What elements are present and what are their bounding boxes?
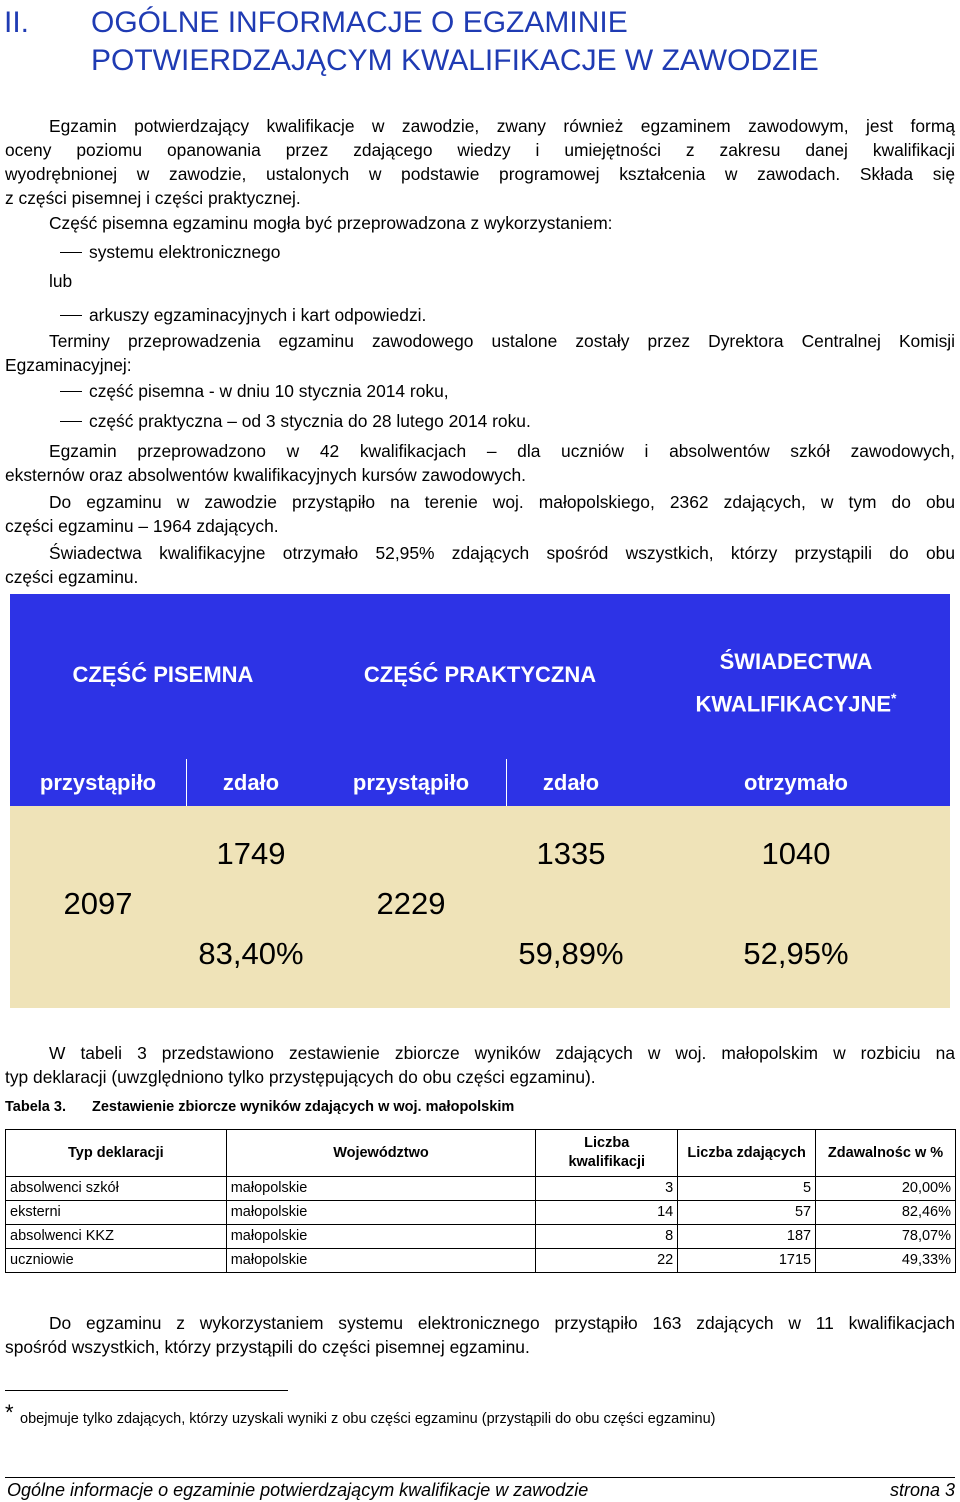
- terms-item-1: część pisemna - w dniu 10 stycznia 2014 roku,: [89, 381, 449, 401]
- written-part-item-2: arkuszy egzaminacyjnych i kart odpowiedzi.: [89, 305, 427, 325]
- certificates-title-line-1: ŚWIADECTWA: [719, 649, 873, 674]
- certificates-line-1: Świadectwa kwalifikacyjne otrzymało 52,95% zdających spośród wszystkich, którzy przystąpili do obu: [49, 543, 955, 563]
- table-caption-title: Zestawienie zbiorcze wyników zdających w woj. małopolskim: [92, 1099, 515, 1115]
- cell-candidates: 5: [678, 1177, 816, 1201]
- cell-pass-rate: 49,33%: [816, 1249, 956, 1273]
- cell-qualifications: 14: [536, 1201, 678, 1225]
- written-part-lead: Część pisemna egzaminu mogła być przeprowadzona z wykorzystaniem:: [49, 213, 613, 233]
- footer-title: Ogólne informacje o egzaminie potwierdzającym kwalifikacje w zawodzie: [7, 1480, 589, 1500]
- candidates-line-1: Do egzaminu w zawodzie przystąpiło na terenie woj. małopolskiego, 2362 zdających, w tym do obu: [49, 492, 955, 512]
- written-pass-rate: 83,40%: [198, 936, 304, 971]
- cell-declaration-type: absolwenci szkół: [6, 1177, 227, 1201]
- cell-pass-rate: 78,07%: [816, 1225, 956, 1249]
- certificates-title-line-2: [642, 680, 950, 722]
- page-number: strona 3: [889, 1480, 955, 1500]
- written-took-label: przystąpiło: [39, 770, 157, 795]
- certificates-rate: 52,95%: [743, 936, 849, 971]
- intro-line-4: z części pisemnej i części praktycznej.: [5, 188, 301, 208]
- terms-line-2: Egzaminacyjnej:: [5, 355, 132, 375]
- cell-pass-rate: 20,00%: [816, 1177, 956, 1201]
- terms-line-1: Terminy przeprowadzenia egzaminu zawodowego ustalone zostały przez Dyrektora Centralnej Komisji: [49, 331, 955, 351]
- terms-paragraph: [5, 329, 955, 377]
- practical-took-value: 2229: [376, 886, 446, 921]
- footnote-text: obejmuje tylko zdających, którzy uzyskali wyniki z obu części egzaminu (przystąpili do obu części egzaminu): [20, 1411, 716, 1427]
- header-voivodeship: Województwo: [226, 1130, 536, 1177]
- written-took-value: 2097: [63, 886, 133, 921]
- header-candidates-count: Liczba zdających: [678, 1130, 816, 1177]
- list-dash: [60, 391, 82, 392]
- list-dash: [60, 315, 82, 316]
- chapter-number: II.: [4, 6, 30, 39]
- certificates-paragraph: [5, 541, 955, 589]
- footnote-marker: *: [891, 690, 897, 706]
- cell-declaration-type: uczniowie: [6, 1249, 227, 1273]
- written-part-or: lub: [49, 271, 73, 291]
- cell-voivodeship: małopolskie: [226, 1225, 536, 1249]
- intro-paragraph: [5, 114, 955, 210]
- chapter-title-line-2: POTWIERDZAJĄCYM KWALIFIKACJE W ZAWODZIE: [91, 44, 819, 77]
- chapter-title-line-1: OGÓLNE INFORMACJE O EGZAMINIE: [91, 6, 628, 39]
- cell-candidates: 187: [678, 1225, 816, 1249]
- table-caption-label: Tabela 3.: [5, 1099, 66, 1115]
- qualifications-line-2: eksternów oraz absolwentów kwalifikacyjnych kursów zawodowych.: [5, 465, 526, 485]
- summary-panel: [10, 594, 950, 1008]
- footnote-mark: *: [5, 1400, 14, 1425]
- written-passed-value: 1749: [216, 836, 286, 871]
- cell-voivodeship: małopolskie: [226, 1177, 536, 1201]
- electronic-system-paragraph: [5, 1311, 955, 1359]
- table-row: [6, 1201, 956, 1225]
- cell-qualifications: 3: [536, 1177, 678, 1201]
- cell-qualifications: 22: [536, 1249, 678, 1273]
- certificates-title-word: KWALIFIKACYJNE: [695, 691, 892, 717]
- table-row: [6, 1249, 956, 1273]
- table-row: [6, 1225, 956, 1249]
- header-qualifications-count: Liczba kwalifikacji: [536, 1130, 678, 1177]
- electronic-line-2: spośród wszystkich, którzy przystąpili do części pisemnej egzaminu.: [5, 1337, 530, 1357]
- electronic-line-1: Do egzaminu z wykorzystaniem systemu elektronicznego przystąpiło 163 zdających w 11 kwalifikacjach: [49, 1313, 955, 1333]
- certificates-title: [642, 644, 950, 722]
- header-pass-rate: Zdawalnośc w %: [816, 1130, 956, 1177]
- table-intro-line-1: W tabeli 3 przedstawiono zestawienie zbiorcze wyników zdających w woj. małopolskim w rozbiciu na: [49, 1043, 955, 1063]
- certificates-received-label: otrzymało: [744, 770, 848, 795]
- table-intro-paragraph: [5, 1041, 955, 1089]
- intro-line-3: wyodrębnionej w zawodzie, ustalonych w podstawie programowej kształcenia w zawodach. Składa się: [5, 164, 955, 184]
- practical-part-title: CZĘŚĆ PRAKTYCZNA: [363, 662, 597, 687]
- cell-pass-rate: 82,46%: [816, 1201, 956, 1225]
- candidates-paragraph: [5, 490, 955, 538]
- cell-voivodeship: małopolskie: [226, 1249, 536, 1273]
- cell-declaration-type: eksterni: [6, 1201, 227, 1225]
- table-intro-line-2: typ deklaracji (uwzględniono tylko przystępujących do obu części egzaminu).: [5, 1067, 596, 1087]
- results-table: [5, 1129, 956, 1273]
- written-part-item-1: systemu elektronicznego: [89, 242, 281, 262]
- chapter-title: [91, 4, 951, 80]
- qualifications-paragraph: [5, 439, 955, 487]
- table-row: [6, 1177, 956, 1201]
- terms-item-2: część praktyczna – od 3 stycznia do 28 lutego 2014 roku.: [89, 411, 531, 431]
- list-dash: [60, 252, 82, 253]
- table-header-row: [6, 1130, 956, 1177]
- cell-candidates: 57: [678, 1201, 816, 1225]
- cell-qualifications: 8: [536, 1225, 678, 1249]
- intro-line-2: oceny poziomu opanowania przez zdającego wiedzy i umiejętności z zakresu danej kwalifikacji: [5, 140, 955, 160]
- certificates-line-2: części egzaminu.: [5, 567, 139, 587]
- cell-candidates: 1715: [678, 1249, 816, 1273]
- practical-passed-value: 1335: [536, 836, 606, 871]
- header-declaration-type: Typ deklaracji: [6, 1130, 227, 1177]
- certificates-count: 1040: [761, 836, 831, 871]
- footer-rule: [5, 1477, 955, 1478]
- cell-declaration-type: absolwenci KKZ: [6, 1225, 227, 1249]
- practical-pass-rate: 59,89%: [518, 936, 624, 971]
- intro-line-1: Egzamin potwierdzający kwalifikacje w zawodzie, zwany również egzaminem zawodowym, jest formą: [49, 116, 955, 136]
- practical-took-label: przystąpiło: [352, 770, 470, 795]
- written-part-title: CZĘŚĆ PISEMNA: [72, 662, 254, 687]
- list-dash: [60, 421, 82, 422]
- footnote-separator: [5, 1390, 288, 1391]
- written-passed-label: zdało: [222, 770, 280, 795]
- cell-voivodeship: małopolskie: [226, 1201, 536, 1225]
- qualifications-line-1: Egzamin przeprowadzono w 42 kwalifikacjach – dla uczniów i absolwentów szkół zawodowych,: [49, 441, 955, 461]
- candidates-line-2: części egzaminu – 1964 zdających.: [5, 516, 279, 536]
- practical-passed-label: zdało: [542, 770, 600, 795]
